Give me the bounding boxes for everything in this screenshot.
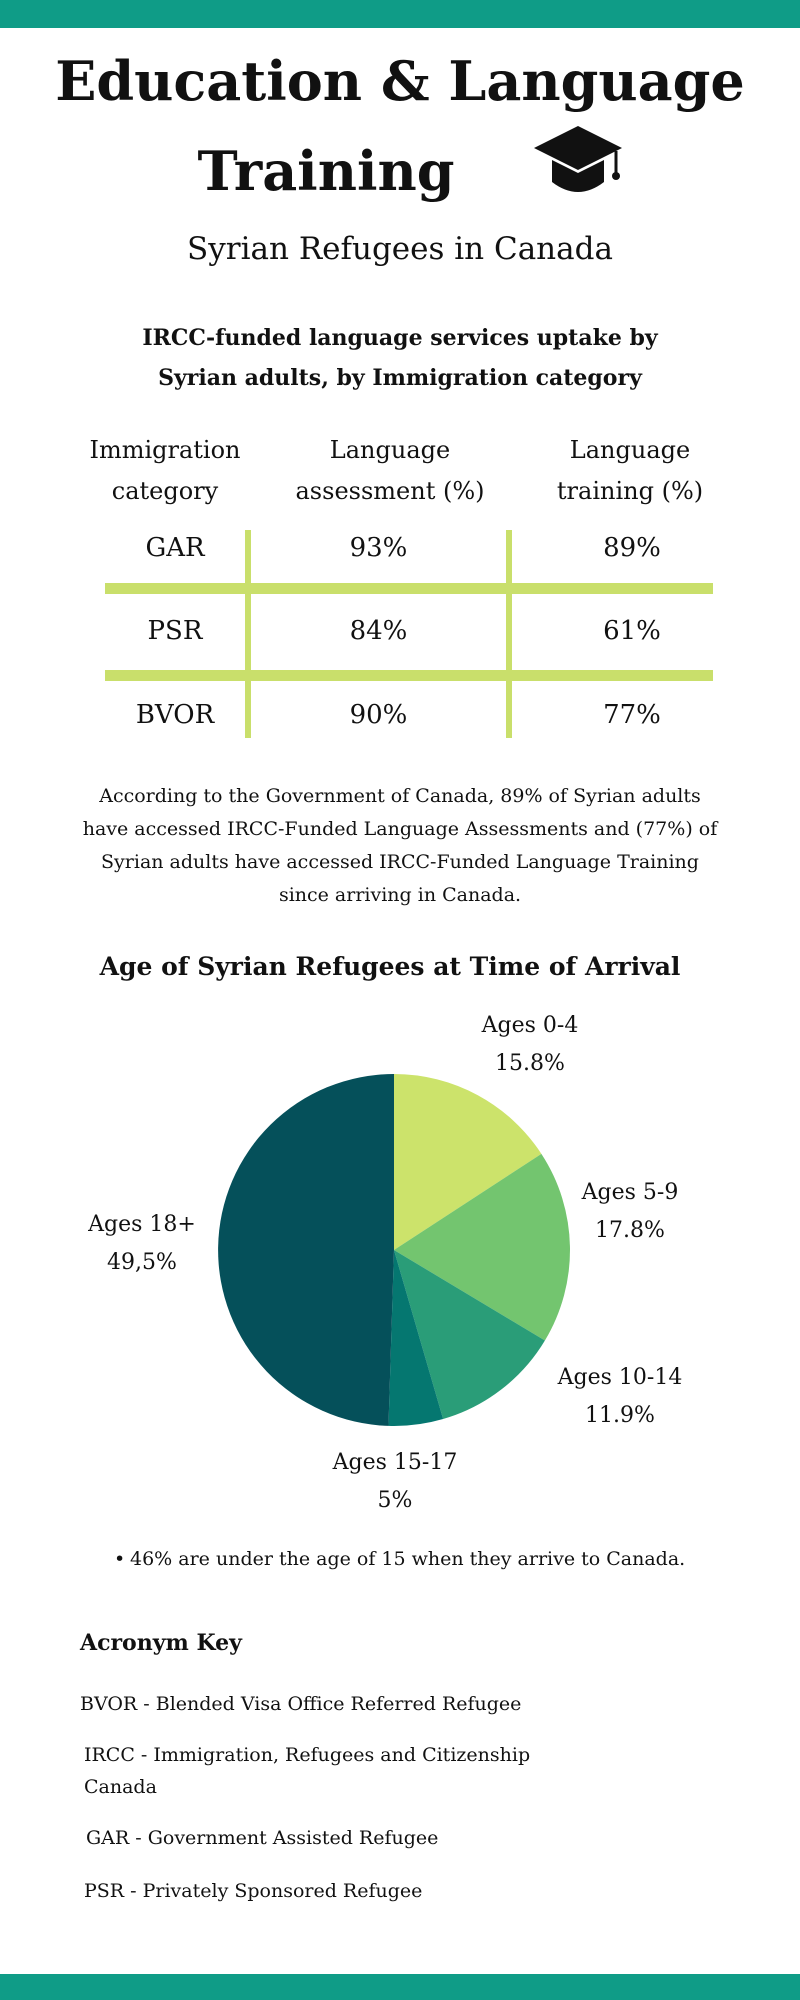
table-cell: GAR — [145, 533, 205, 563]
pie-label-ages-0-4 — [460, 1007, 600, 1083]
column-header-training: Language training (%) — [556, 436, 704, 505]
pie-label-name: Ages 5-9 — [581, 1180, 679, 1205]
pie-label-name: Ages 18+ — [88, 1212, 196, 1237]
table-cell: 90% — [349, 700, 408, 730]
table-cell: 93% — [349, 533, 408, 563]
pie-label-ages-15-17 — [315, 1444, 475, 1520]
table-cell: 77% — [603, 700, 661, 730]
note-bullet — [114, 1546, 750, 1572]
acronym-key-title: Acronym Key — [80, 1630, 242, 1656]
table-cell: 89% — [603, 533, 661, 563]
pie-label-value: 17.8% — [595, 1218, 665, 1243]
pie-slice-ages-18 — [218, 1074, 394, 1426]
table-cell: PSR — [147, 616, 203, 646]
note-text: 46% are under the age of 15 when they arrive to Canada. — [130, 1548, 686, 1570]
pie-label-value: 5% — [377, 1488, 413, 1513]
table-divider-horizontal — [105, 670, 713, 681]
table-divider-horizontal — [105, 583, 713, 594]
pie-label-name: Ages 15-17 — [332, 1450, 458, 1475]
acronym-item: IRCC - Immigration, Refugees and Citizenship Canada — [84, 1744, 531, 1798]
pie-label-ages-18-plus — [72, 1206, 212, 1282]
table-cell: 84% — [349, 616, 408, 646]
page-title-line2-text: Training — [197, 139, 455, 203]
acronym-item: GAR - Government Assisted Refugee — [86, 1827, 439, 1849]
graduation-cap-icon — [532, 122, 624, 206]
subtitle: Syrian Refugees in Canada — [187, 231, 613, 267]
pie-label-value: 15.8% — [495, 1051, 565, 1076]
pie-label-value: 49,5% — [107, 1250, 177, 1275]
table-cell: BVOR — [135, 700, 215, 730]
acronym-item: BVOR - Blended Visa Office Referred Refugee — [80, 1693, 522, 1715]
pie-label-ages-5-9 — [560, 1174, 700, 1250]
bottom-band — [0, 1974, 800, 2000]
acronym-item: PSR - Privately Sponsored Refugee — [84, 1880, 423, 1902]
pie-label-name: Ages 10-14 — [557, 1365, 683, 1390]
top-band — [0, 0, 800, 28]
page-title-line1: Education & Language — [55, 49, 745, 113]
pie-label-name: Ages 0-4 — [481, 1013, 579, 1038]
table-cell: 61% — [603, 616, 661, 646]
pie-label-ages-10-14 — [540, 1359, 700, 1435]
column-header-assessment: Language assessment (%) — [295, 436, 485, 505]
pie-label-value: 11.9% — [585, 1403, 655, 1428]
bullet-icon: • — [114, 1548, 126, 1570]
summary-paragraph: According to the Government of Canada, 89% of Syrian adults have accessed IRCC-Funded Language Assessments and (77%) of Syrian adults have accessed IRCC-Funded Language Training since arriving in Canada. — [82, 785, 718, 906]
chart-title: Age of Syrian Refugees at Time of Arrival — [99, 952, 681, 981]
table-title: IRCC-funded language services uptake by Syrian adults, by Immigration category — [142, 325, 658, 391]
column-header-category: Immigration category — [89, 436, 241, 505]
